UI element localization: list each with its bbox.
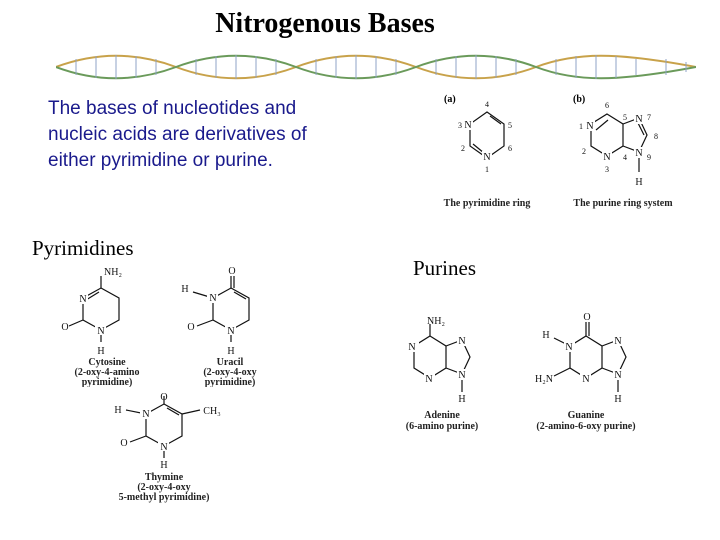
svg-text:NH₂: NH₂	[427, 316, 445, 327]
uracil-molecule	[181, 266, 249, 357]
svg-text:5-methyl pyrimidine): 5-methyl pyrimidine)	[118, 492, 210, 503]
svg-text:4: 4	[485, 100, 489, 109]
svg-text:(2-oxy-4-amino: (2-oxy-4-amino	[74, 367, 140, 378]
svg-text:4: 4	[623, 153, 627, 162]
svg-text:(6-amino purine): (6-amino purine)	[405, 421, 479, 432]
intro-line: either pyrimidine or purine.	[48, 150, 273, 171]
uracil-structure	[175, 262, 290, 387]
pyrimidine-ring-panel	[430, 88, 545, 213]
panel-b-label: (b)	[573, 94, 586, 105]
svg-text:N: N	[425, 374, 433, 385]
cytosine-molecule	[61, 267, 122, 357]
cytosine-name: Cytosine	[88, 357, 126, 368]
svg-text:H: H	[227, 346, 235, 357]
svg-text:H: H	[181, 284, 189, 295]
intro-text	[48, 96, 388, 174]
svg-text:O: O	[187, 322, 195, 333]
pyrimidines-heading: Pyrimidines	[32, 236, 134, 260]
dna-helix-banner	[56, 50, 696, 84]
svg-text:3: 3	[605, 165, 609, 174]
panel-a-label: (a)	[444, 94, 456, 105]
svg-text:H: H	[542, 330, 550, 341]
svg-text:1: 1	[579, 122, 583, 131]
svg-text:H: H	[635, 177, 643, 188]
pyrimidine-ring-diagram	[458, 100, 512, 174]
svg-text:H: H	[614, 394, 622, 405]
cytosine-structure	[55, 262, 170, 387]
svg-text:pyrimidine): pyrimidine)	[204, 377, 256, 387]
svg-text:N: N	[227, 326, 235, 337]
nh2-group: NH₂	[104, 267, 122, 278]
thymine-name: Thymine	[144, 472, 184, 483]
svg-text:H: H	[458, 394, 466, 405]
svg-text:N: N	[458, 336, 466, 347]
svg-text:2: 2	[461, 144, 465, 153]
svg-text:(2-oxy-4-oxy: (2-oxy-4-oxy	[137, 482, 191, 493]
svg-text:O: O	[160, 392, 168, 403]
dna-helix-image	[56, 55, 696, 79]
svg-text:H: H	[160, 460, 168, 471]
svg-text:O: O	[583, 312, 591, 323]
svg-text:(2-oxy-4-oxy: (2-oxy-4-oxy	[203, 367, 257, 378]
svg-text:7: 7	[647, 113, 651, 122]
adenine-molecule	[408, 316, 470, 405]
svg-text:N: N	[614, 370, 622, 381]
svg-text:H: H	[114, 405, 122, 416]
svg-text:N: N	[565, 342, 573, 353]
svg-text:1: 1	[485, 165, 489, 174]
svg-text:5: 5	[508, 121, 512, 130]
thymine-structure	[100, 392, 235, 507]
svg-text:O: O	[120, 438, 128, 449]
purine-ring-panel	[565, 88, 695, 213]
svg-text:O: O	[228, 266, 236, 277]
svg-text:H₂N: H₂N	[535, 374, 553, 385]
svg-text:6: 6	[508, 144, 512, 153]
svg-text:N: N	[614, 336, 622, 347]
purines-heading: Purines	[413, 256, 476, 280]
svg-text:N: N	[458, 370, 466, 381]
uracil-name: Uracil	[216, 357, 244, 368]
ch3-group: CH₃	[203, 406, 221, 417]
atom-n: N	[483, 152, 491, 163]
atom-n: N	[464, 120, 472, 131]
svg-text:O: O	[61, 322, 69, 333]
svg-text:H: H	[97, 346, 105, 357]
thymine-molecule	[114, 392, 220, 471]
svg-text:N: N	[603, 152, 611, 163]
guanine-structure	[524, 310, 664, 438]
svg-text:N: N	[209, 293, 217, 304]
intro-line: nucleic acids are derivatives of	[48, 124, 307, 145]
svg-text:N: N	[635, 148, 643, 159]
svg-text:N: N	[408, 342, 416, 353]
svg-text:pyrimidine): pyrimidine)	[81, 377, 133, 387]
guanine-name: Guanine	[567, 410, 605, 421]
svg-text:N: N	[586, 121, 594, 132]
svg-text:3: 3	[458, 121, 462, 130]
adenine-name: Adenine	[424, 410, 460, 421]
intro-line: The bases of nucleotides and	[48, 98, 297, 119]
pyrimidine-ring-caption: The pyrimidine ring	[443, 198, 531, 209]
purine-ring-caption: The purine ring system	[573, 198, 673, 209]
page-title: Nitrogenous Bases	[215, 8, 435, 39]
adenine-structure	[396, 310, 506, 438]
svg-text:6: 6	[605, 101, 609, 110]
svg-text:N: N	[635, 114, 643, 125]
purine-ring-diagram	[579, 101, 658, 188]
svg-text:5: 5	[623, 113, 627, 122]
svg-text:N: N	[97, 326, 105, 337]
svg-text:9: 9	[647, 153, 651, 162]
svg-text:(2-amino-6-oxy purine): (2-amino-6-oxy purine)	[536, 421, 636, 432]
svg-text:2: 2	[582, 147, 586, 156]
svg-text:N: N	[142, 409, 150, 420]
guanine-molecule	[535, 312, 626, 405]
svg-text:8: 8	[654, 132, 658, 141]
svg-text:N: N	[160, 442, 168, 453]
svg-text:N: N	[79, 294, 87, 305]
svg-text:N: N	[582, 374, 590, 385]
